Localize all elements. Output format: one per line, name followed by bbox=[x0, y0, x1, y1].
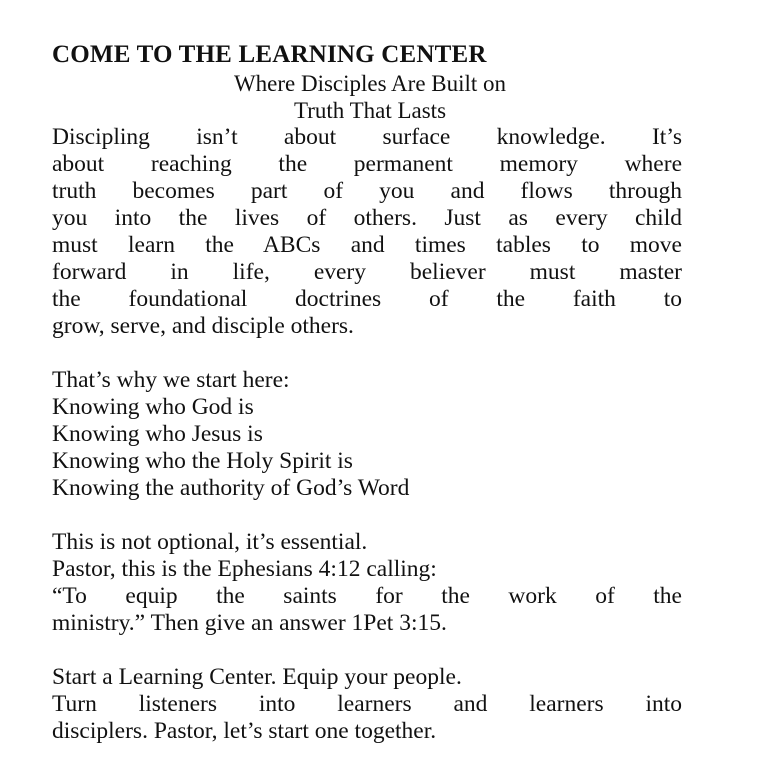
knowing-item: Knowing who Jesus is bbox=[52, 421, 263, 447]
subtitle-line-2: Truth That Lasts bbox=[293, 98, 447, 123]
flyer-title: COME TO THE LEARNING CENTER bbox=[52, 41, 487, 68]
knowing-item: Knowing who the Holy Spirit is bbox=[52, 448, 353, 474]
essential-line: This is not optional, it’s essential. bbox=[52, 529, 368, 555]
closing-line: Start a Learning Center. Equip your people. bbox=[52, 664, 462, 690]
start-here-section bbox=[52, 367, 682, 502]
flyer-content bbox=[52, 40, 682, 745]
essential-section bbox=[52, 529, 682, 637]
start-heading: That’s why we start here: bbox=[52, 367, 290, 393]
intro-line: forward in life, every believer must master bbox=[52, 259, 682, 285]
intro-line: grow, serve, and disciple others. bbox=[52, 313, 354, 339]
intro-line: must learn the ABCs and times tables to move bbox=[52, 232, 682, 258]
intro-line: the foundational doctrines of the faith to bbox=[52, 286, 682, 312]
closing-line: Turn listeners into learners and learners into bbox=[52, 691, 682, 717]
intro-line: about reaching the permanent memory where bbox=[52, 151, 682, 177]
closing-line: disciplers. Pastor, let’s start one together. bbox=[52, 718, 437, 744]
knowing-item: Knowing the authority of God’s Word bbox=[52, 475, 410, 501]
intro-paragraph bbox=[52, 124, 682, 340]
intro-line: truth becomes part of you and flows through bbox=[52, 178, 682, 204]
intro-line: you into the lives of others. Just as every child bbox=[52, 205, 682, 231]
essential-line: “To equip the saints for the work of the bbox=[52, 583, 682, 609]
paragraph-gap bbox=[52, 340, 682, 367]
subtitle-line-1: Where Disciples Are Built on bbox=[233, 71, 507, 96]
essential-line: ministry.” Then give an answer 1Pet 3:15. bbox=[52, 610, 447, 636]
flyer-subtitle bbox=[52, 70, 682, 124]
knowing-item: Knowing who God is bbox=[52, 394, 254, 420]
essential-line: Pastor, this is the Ephesians 4:12 calling: bbox=[52, 556, 437, 582]
paragraph-gap bbox=[52, 637, 682, 664]
intro-line: Discipling isn’t about surface knowledge. It’s bbox=[52, 124, 682, 150]
paragraph-gap bbox=[52, 502, 682, 529]
closing-section bbox=[52, 664, 682, 745]
